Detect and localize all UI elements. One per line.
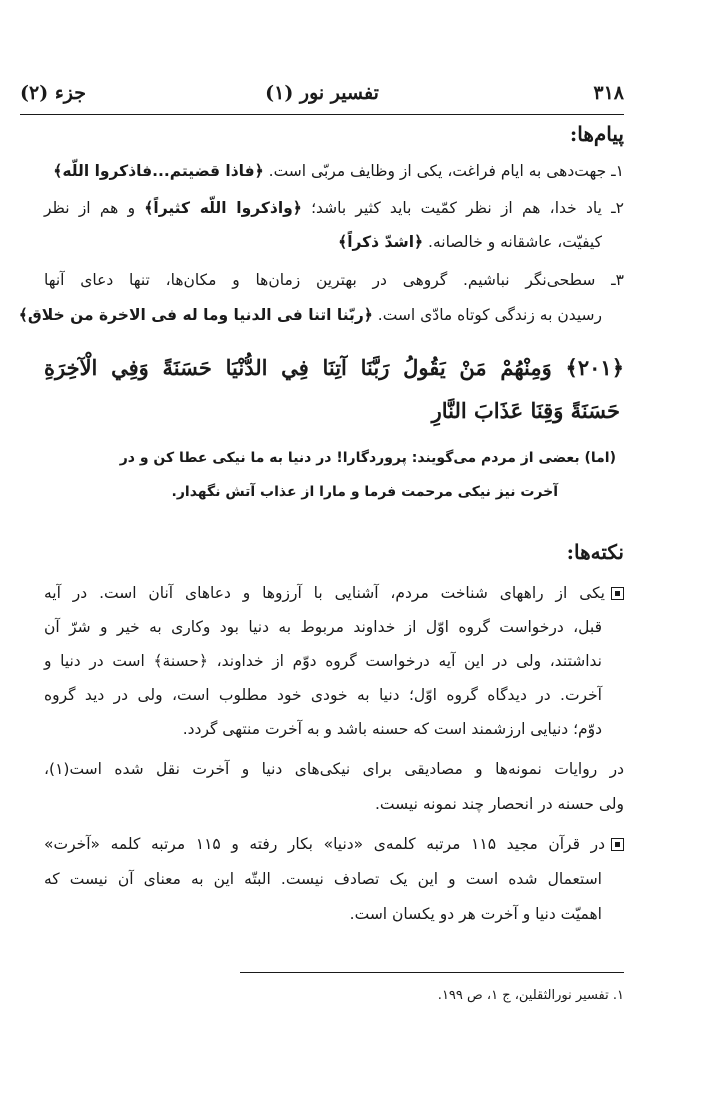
header-divider	[20, 114, 624, 115]
messages-heading: پیام‌ها:	[569, 122, 624, 146]
verse-line-2: حَسَنَةً وَقِنَا عَذَابَ النَّارِ	[431, 398, 620, 423]
book-title: تفسیر نور (۱)	[265, 82, 379, 104]
message-1-line-1: ۱ـ جهت‌دهی به ایام فراغت، یکی از وظایف مربّی است. ﴿فاذا قضیتم...فاذکروا اللّه﴾	[53, 162, 624, 180]
note-2-line-3: اهمیّت دنیا و آخرت هر دو یکسان است.	[349, 905, 602, 923]
note-1-line-5: دوّم؛ دنیایی ارزشمند است که حسنه باشد و به آخرت منتهی گردد.	[182, 720, 602, 738]
notes-heading: نکته‌ها:	[566, 540, 624, 564]
footnote: ۱. تفسیر نورالثقلین، ج ۱، ص ۱۹۹.	[437, 988, 624, 1003]
square-bullet-icon	[611, 587, 624, 600]
verse-number: ﴿۲۰۱﴾	[565, 355, 624, 380]
note-1-line-2: قبل، درخواست گروه اوّل از خداوند مربوط به دنیا بود وکاری به خیر و شرّ آن	[44, 618, 602, 636]
message-2-line-1: ۲ـ یاد خدا، هم از نظر کمّیت باید کثیر باشد؛ ﴿واذکروا اللّه کثیراً﴾ و هم از نظر	[44, 199, 624, 217]
translation-line-1: (اما) بعضی از مردم می‌گویند: پروردگارا! در دنیا به ما نیکی عطا کن و در	[119, 450, 616, 466]
note-1-line-4: آخرت. در دیدگاه گروه اوّل؛ دنیا به خودی خود مطلوب است، ولی در دید گروه	[44, 686, 602, 704]
page-header	[20, 82, 624, 112]
note-1-line-7: ولی حسنه در انحصار چند نمونه نیست.	[374, 795, 624, 813]
note-1-line-1: یکی از راههای شناخت مردم، آشنایی با آرزوها و دعاهای آنان است. در آیه	[44, 584, 624, 602]
part-label: جزء (۲)	[20, 82, 86, 104]
note-1-line-6: در روایات نمونه‌ها و مصادیقی برای نیکی‌های دنیا و آخرت نقل شده است(۱)،	[44, 760, 624, 778]
square-bullet-icon	[611, 838, 624, 851]
message-2-line-2: کیفیّت، عاشقانه و خالصانه. ﴿اشدّ ذکراً﴾	[338, 233, 602, 251]
verse-line-1: ﴿۲۰۱﴾ وَمِنْهُمْ مَنْ يَقُولُ رَبَّنَا آتِنَا فِي الدُّنْيَا حَسَنَةً وَفِي الْآخِرَةِ	[44, 355, 624, 380]
footnote-divider	[240, 972, 624, 973]
note-2-line-1: در قرآن مجید ۱۱۵ مرتبه کلمه‌ی «دنیا» بکار رفته و ۱۱۵ مرتبه کلمه «آخرت»	[44, 835, 624, 853]
page-number: ۳۱۸	[593, 82, 624, 104]
message-3-line-1: ۳ـ سطحی‌نگر نباشیم. گروهی در بهترین زمان‌ها و مکان‌ها، تنها دعای آنها	[44, 271, 624, 289]
note-1-line-3: نداشتند، ولی در این آیه درخواست گروه دوّم از خداوند، ﴿حسنة﴾ است در دنیا و	[44, 652, 602, 670]
message-3-line-2: رسیدن به زندگی کوتاه مادّی است. ﴿ربّنا اتنا فی الدنیا وما له فی الاخرة من خلاق﴾	[18, 306, 602, 324]
translation-line-2: آخرت نیز نیکی مرحمت فرما و مارا از عذاب آتش نگهدار.	[171, 484, 558, 500]
note-2-line-2: استعمال شده است و این یک تصادف نیست. البتّه این به معنای آن نیست که	[44, 870, 602, 888]
